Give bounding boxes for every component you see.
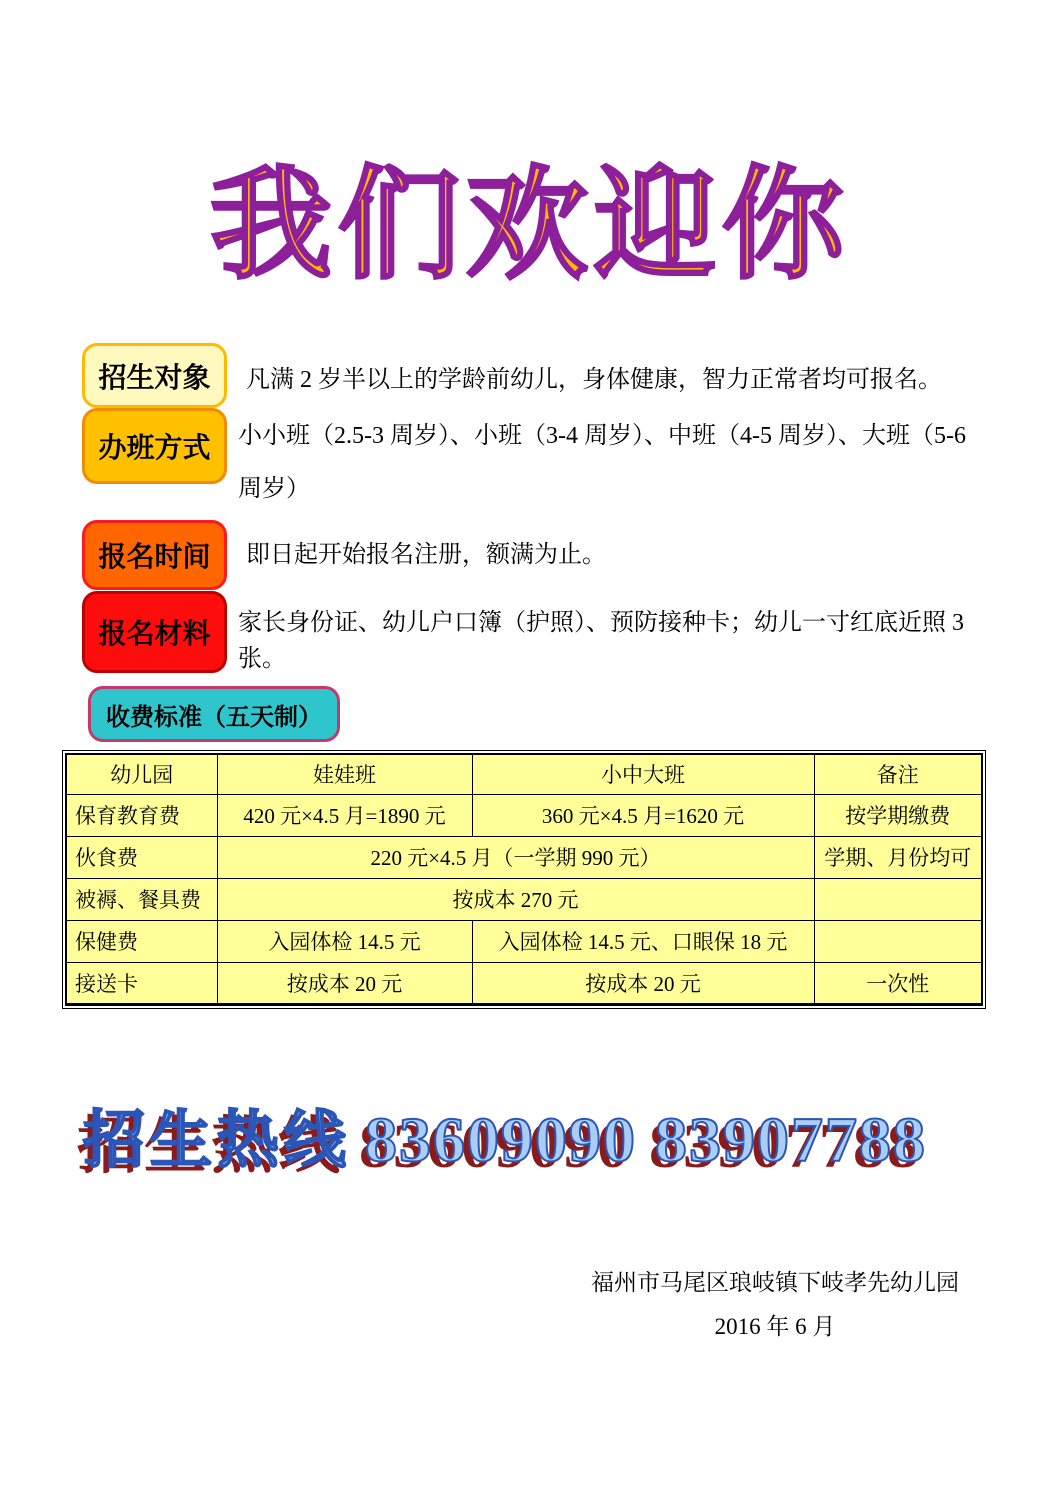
fee-value: 按成本 270 元 [217, 878, 814, 920]
class-arrangement-text: 小小班（2.5-3 周岁）、小班（3-4 周岁）、中班（4-5 周岁）、大班（5-6 周岁） [238, 423, 966, 502]
label-fee-standard [88, 686, 340, 742]
fee-item-name: 接送卡 [66, 962, 217, 1004]
enrollment-hotline [40, 1095, 970, 1202]
fee-item-name: 保育教育费 [66, 794, 217, 836]
fee-note: 按学期缴费 [814, 794, 982, 836]
page-title: 我们欢迎你 [210, 159, 850, 294]
table-header-row [66, 754, 982, 794]
fee-item-name: 伙食费 [66, 836, 217, 878]
table-row [66, 920, 982, 962]
fee-note: 学期、月份均可 [814, 836, 982, 878]
label-enrollment-target-text: 招生对象 [98, 362, 211, 394]
label-registration-materials-text: 报名材料 [98, 619, 211, 650]
hotline-label: 招生热线 [82, 1107, 351, 1175]
hotline-numbers: 83609090 83907788 [365, 1104, 927, 1175]
table-row [66, 836, 982, 878]
label-enrollment-target [82, 343, 227, 408]
fee-value: 按成本 20 元 [217, 962, 472, 1004]
fee-value: 420 元×4.5 月=1890 元 [217, 794, 472, 836]
table-row [66, 878, 982, 920]
footer [545, 1261, 1005, 1349]
table-header-small-mid-big-class: 小中大班 [472, 754, 814, 794]
fee-value: 入园体检 14.5 元、口眼保 18 元 [472, 920, 814, 962]
fee-table [65, 753, 983, 1006]
fee-item-name: 被褥、餐具费 [66, 878, 217, 920]
fee-note [814, 920, 982, 962]
registration-materials-text: 家长身份证、幼儿户口簿（护照）、预防接种卡；幼儿一寸红底近照 3 张。 [238, 610, 964, 672]
fee-value: 按成本 20 元 [472, 962, 814, 1004]
registration-time-text: 即日起开始报名注册，额满为止。 [246, 542, 606, 568]
label-registration-time [82, 520, 227, 590]
fee-note [814, 878, 982, 920]
table-header-note: 备注 [814, 754, 982, 794]
label-class-arrangement [82, 408, 227, 484]
fee-value: 360 元×4.5 月=1620 元 [472, 794, 814, 836]
fee-item-name: 保健费 [66, 920, 217, 962]
fee-value: 220 元×4.5 月（一学期 990 元） [217, 836, 814, 878]
enrollment-target-text: 凡满 2 岁半以上的学龄前幼儿，身体健康，智力正常者均可报名。 [246, 367, 942, 393]
fee-note: 一次性 [814, 962, 982, 1004]
label-class-arrangement-text: 办班方式 [98, 433, 211, 464]
table-header-baby-class: 娃娃班 [217, 754, 472, 794]
table-row [66, 794, 982, 836]
label-registration-time-text: 报名时间 [98, 542, 211, 573]
fee-value: 入园体检 14.5 元 [217, 920, 472, 962]
table-row [66, 962, 982, 1004]
table-header-kindergarten: 幼儿园 [66, 754, 217, 794]
label-fee-standard-text: 收费标准（五天制） [106, 704, 322, 731]
footer-org: 福州市马尾区琅岐镇下岐孝先幼儿园 [591, 1270, 959, 1295]
footer-date: 2016 年 6 月 [714, 1314, 836, 1339]
label-registration-materials [82, 591, 227, 673]
